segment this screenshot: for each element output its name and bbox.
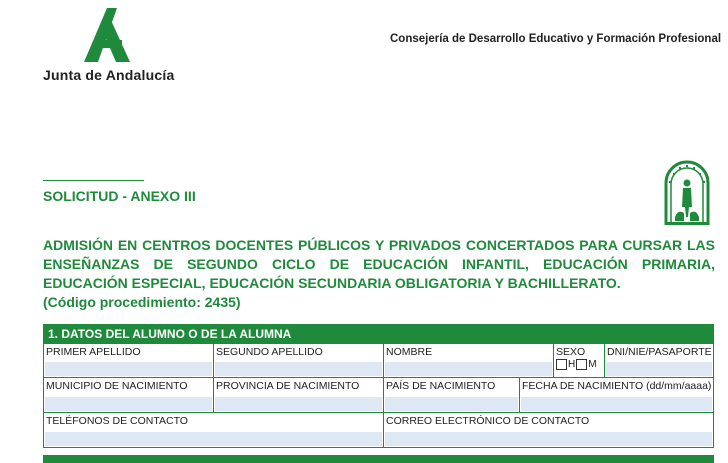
email-input[interactable] [385,432,712,446]
sex-options [556,359,597,370]
field-birth-province[interactable] [214,378,384,412]
sex-m-checkbox[interactable] [576,359,587,370]
field-phones[interactable] [44,413,384,447]
birth-province-input[interactable] [215,397,382,411]
field-label: CORREO ELECTRÓNICO DE CONTACTO [386,415,590,427]
field-birth-municipality[interactable] [44,378,214,412]
field-label: PRIMER APELLIDO [46,346,141,358]
field-label: PROVINCIA DE NACIMIENTO [216,380,360,392]
form-row [44,343,713,377]
field-label: PAÍS DE NACIMIENTO [386,380,496,392]
field-email[interactable] [384,413,713,447]
form-row [44,377,713,412]
phones-input[interactable] [45,432,382,446]
field-label: DNI/NIE/PASAPORTE [607,346,712,358]
birth-date-input[interactable] [521,397,712,411]
field-first-surname[interactable] [44,344,214,377]
department-name: Consejería de Desarrollo Educativo y Formación Profesional [390,33,722,45]
field-label: MUNICIPIO DE NACIMIENTO [46,380,188,392]
name-input[interactable] [385,362,552,376]
first-surname-input[interactable] [45,362,212,376]
procedure-code: (Código procedimiento: 2435) [43,294,241,310]
form-title-text: ADMISIÓN EN CENTROS DOCENTES PÚBLICOS Y PRIVADOS CONCERTADOS PARA CURSAR LAS ENSEÑANZAS DE SEGUNDO CICLO DE EDUCACIÓN INFANTIL, EDUCACIÓN PRIMARIA, EDUCACIÓN ESPECIAL, EDUCACIÓN SECUNDARIA OBLIGATORIA Y BACHILLERATO. [43,237,715,291]
field-label: SEXO [556,346,586,358]
field-label: TELÉFONOS DE CONTACTO [46,415,188,427]
field-birth-date[interactable] [520,378,713,412]
andalucia-emblem-icon [660,155,714,227]
sex-h-label: H [568,359,576,370]
birth-municipality-input[interactable] [45,397,212,411]
divider [43,180,144,181]
birth-country-input[interactable] [385,397,518,411]
brand-name: Junta de Andalucía [43,67,175,83]
second-surname-input[interactable] [215,362,382,376]
section-heading: 1. DATOS DEL ALUMNO O DE LA ALUMNA [44,325,713,343]
field-label: SEGUNDO APELLIDO [216,346,323,358]
junta-logo-icon [78,6,136,64]
form-title [43,236,715,312]
field-birth-country[interactable] [384,378,520,412]
annex-label: SOLICITUD - ANEXO III [43,188,196,204]
field-second-surname[interactable] [214,344,384,377]
sex-m-label: M [588,359,597,370]
field-name[interactable] [384,344,554,377]
field-label: NOMBRE [386,346,433,358]
sex-h-checkbox[interactable] [556,359,567,370]
section-student-data [43,324,714,448]
dni-input[interactable] [606,362,712,376]
form-row [44,412,713,447]
field-dni[interactable] [605,344,713,377]
field-sex [554,344,605,377]
field-label: FECHA DE NACIMIENTO (dd/mm/aaaa) [522,380,712,392]
next-section-heading [43,455,714,463]
